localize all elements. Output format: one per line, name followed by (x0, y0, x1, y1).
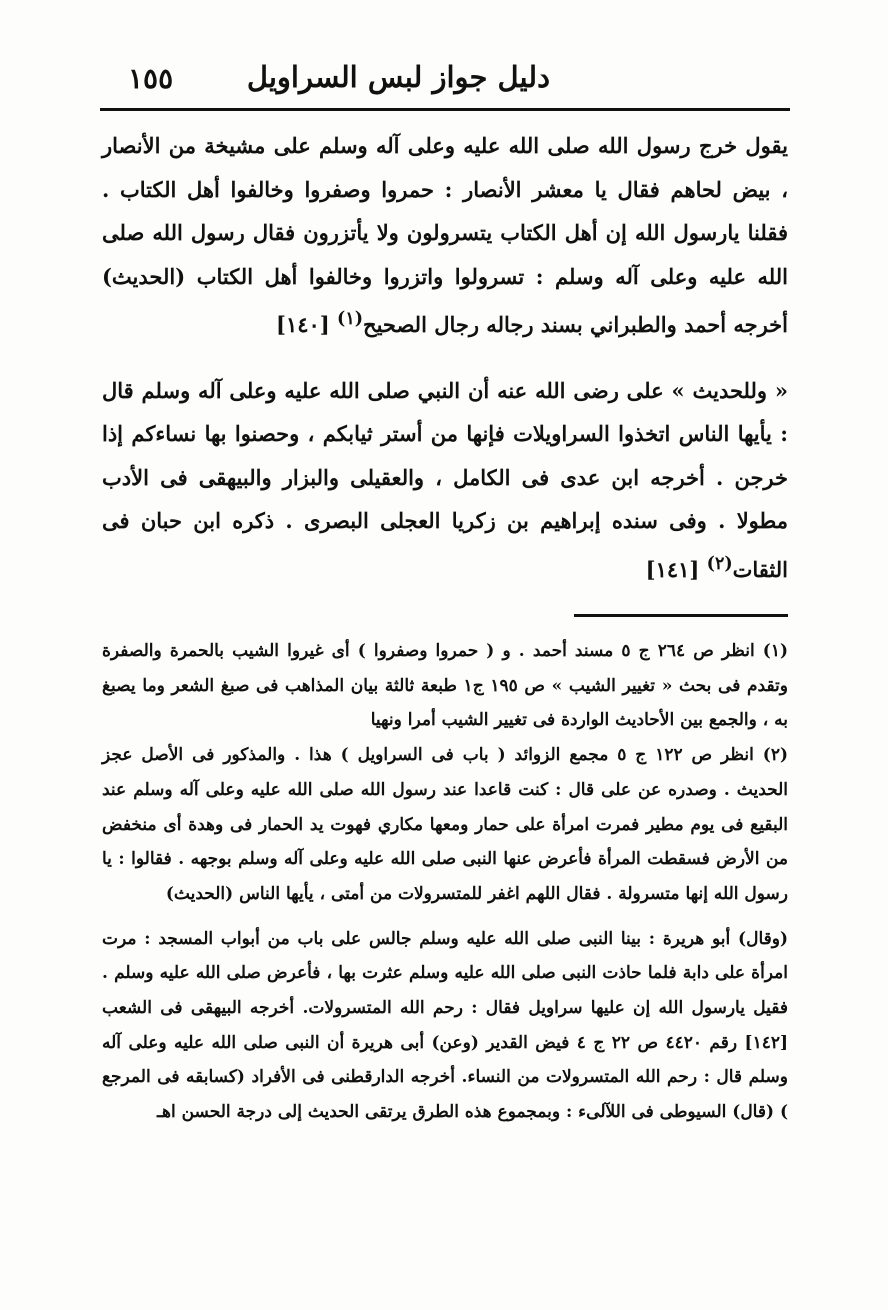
header-rule (100, 108, 790, 111)
footnote-2: (٢) انظر ص ١٢٢ ج ٥ مجمع الزوائد ( باب فى السراويل ) هذا . والمذكور فى الأصل عجز الحديث . وصدره عن على قال : كنت قاعدا عند رسول الله صلى الله عليه وعلى آله وسلم عند البقيع فى يوم مطير فمرت امرأة على حمار ومعها مكاري فهوت يد الحمار فى وهدة أى منخفض من الأرض فسقطت المرأة فأعرض عنها النبى صلى الله عليه وعلى آله وسلم بوجهه . فقالوا : يا رسول الله إنها متسرولة . فقال اللهم اغفر للمتسرولات من أمتى ، يأيها الناس (الحديث) (102, 745, 788, 904)
main-text (102, 124, 788, 591)
running-title: دليل جواز لبس السراويل (246, 60, 550, 94)
footnote-1: (١) انظر ص ٢٦٤ ج ٥ مسند أحمد . و ( حمروا وصفروا ) أى غيروا الشيب بالحمرة والصفرة وتقدم فى بحث « تغيير الشيب » ص ١٩٥ ج١ طبعة ثالثة بيان المذاهب فى صبغ الشعر وما يصبغ به ، والجمع بين الأحاديث الواردة فى تغيير الشيب أمرا ونهيا (102, 641, 789, 731)
paragraph-text: يقول خرج رسول الله صلى الله عليه وعلى آله وسلم على مشيخة من الأنصار ، بيض لحاهم فقال يا معشر الأنصار : حمروا وصفروا وخالفوا أهل الكتاب . فقلنا يارسول الله إن أهل الكتاب يتسرولون ولا يأتزرون فقال رسول الله صلى الله عليه وعلى آله وسلم : تسرولوا واتزروا وخالفوا أهل الكتاب (الحديث) أخرجه أحمد والطبراني بسند رجاله رجال الصحيح (102, 133, 788, 337)
footnote-separator (574, 614, 788, 617)
footnote-2-continuation: (وقال) أبو هريرة : بينا النبى صلى الله عليه وسلم جالس على باب من أبواب المسجد : مرت امرأة على دابة فلما حاذت النبى صلى الله عليه وسلم عثرت بها ، فأعرض صلى الله عليه وسلم . فقيل يارسول الله إن عليها سراويل فقال : رحم الله المتسرولات. أخرجه البيهقى فى الشعب [١٤٢] رقم ٤٤٢٠ ص ٢٢ ج ٤ فيض القدير (وعن) أبى هريرة أن النبى صلى الله عليه وعلى آله وسلم قال : رحم الله المتسرولات من النساء. أخرجه الدارقطنى فى الأفراد (كسابقه فى المرجع ) (قال) السيوطى فى اللآلىء : وبمجموع هذه الطرق يرتقى الحديث إلى درجة الحسن اهـ (102, 928, 789, 1123)
footnote-marker-2: (٢) (706, 553, 733, 574)
paragraph-hadith-2 (102, 369, 788, 592)
hadith-number: [١٤١] (645, 556, 700, 582)
page-number: ١٥٥ (128, 62, 174, 95)
page-header (100, 58, 790, 106)
paragraph-hadith-1 (102, 124, 788, 347)
hadith-number: [١٤٠] (276, 312, 330, 337)
footnote-marker-1: (١) (337, 309, 364, 329)
paragraph-text: « وللحديث » على رضى الله عنه أن النبي صلى الله عليه وعلى آله وسلم قال : يأيها الناس اتخذوا السراويلات فإنها من أستر ثيابكم ، وحصنوا بها نساءكم إذا خرجن . أخرجه ابن عدى فى الكامل ، والعقيلى والبزار والبيهقى فى الأدب مطولا . وفى سنده إبراهيم بن زكريا العجلى البصرى . ذكره ابن حبان فى الثقات (102, 377, 788, 582)
footnotes (102, 634, 788, 1130)
